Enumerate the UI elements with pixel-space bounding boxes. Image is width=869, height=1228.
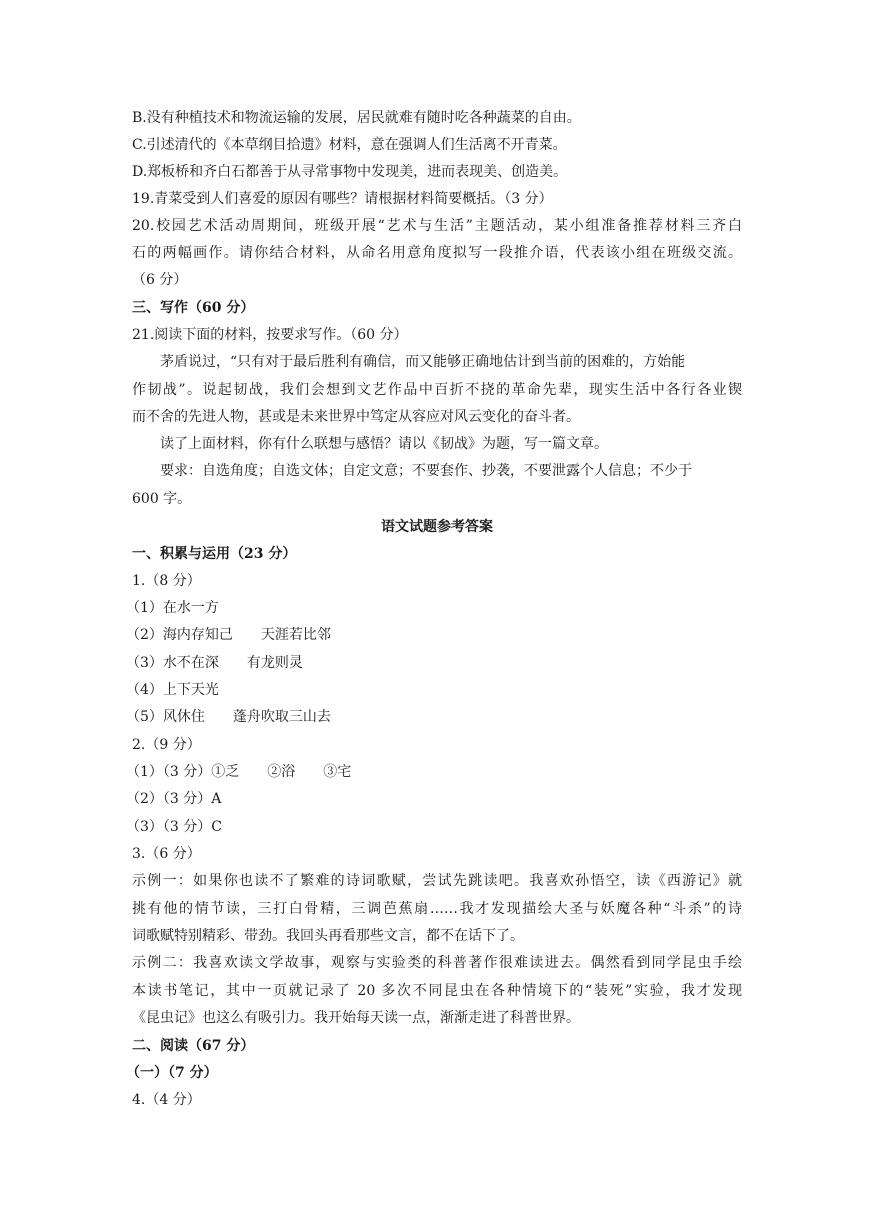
answer-1-item-5: （5）风休住 蓬舟吹取三山去 xyxy=(126,709,331,725)
material-paragraph-line-2: 作韧战”。说起韧战，我们会想到文艺作品中百折不挠的革命先辈，现实生活中各行各业锲 xyxy=(132,382,742,398)
example-1-line-3: 词歌赋特别精彩、带劲。我回头再看那些文言，都不在话下了。 xyxy=(132,928,524,944)
example-1-line-2: 挑有他的情节读，三打白骨精，三调芭蕉扇……我才发现描绘大圣与妖魔各种“斗杀”的诗 xyxy=(132,901,742,917)
subsection-heading-1: （一）（7 分） xyxy=(126,1065,218,1081)
answer-3-header: 3.（6 分） xyxy=(132,846,201,862)
option-c: C.引述清代的《本草纲目拾遗》材料，意在强调人们生活离不开青菜。 xyxy=(132,137,567,153)
answer-1-header: 1.（8 分） xyxy=(132,573,201,589)
option-d: D.郑板桥和齐白石都善于从寻常事物中发现美，进而表现美、创造美。 xyxy=(132,164,568,180)
answer-1-item-1: （1）在水一方 xyxy=(126,600,219,616)
question-20-line-1: 20.校园艺术活动周期间，班级开展“艺术与生活”主题活动，某小组准备推荐材料三齐白 xyxy=(132,218,742,234)
example-2-line-1: 示例二：我喜欢读文学故事，观察与实验类的科普著作很难读进去。偶然看到同学昆虫手绘 xyxy=(132,955,742,971)
question-21: 21.阅读下面的材料，按要求写作。（60 分） xyxy=(132,327,408,343)
example-2-line-3: 《昆虫记》也这么有吸引力。我开始每天读一点，渐渐走进了科普世界。 xyxy=(132,1010,580,1026)
writing-prompt: 读了上面材料，你有什么联想与感悟？请以《韧战》为题，写一篇文章。 xyxy=(160,436,608,452)
example-1-line-1: 示例一：如果你也读不了繁难的诗词歌赋，尝试先跳读吧。我喜欢孙悟空，读《西游记》就 xyxy=(132,873,742,889)
writing-requirements-line-2: 600 字。 xyxy=(132,491,192,507)
material-paragraph-line-1: 茅盾说过，“只有对于最后胜利有确信，而又能够正确地估计到当前的困难的，方始能 xyxy=(160,354,686,370)
writing-requirements-line-1: 要求：自选角度；自选文体；自定文意；不要套作、抄袭，不要泄露个人信息；不少于 xyxy=(160,463,692,479)
answer-1-item-2: （2）海内存知己 天涯若比邻 xyxy=(126,627,331,643)
answer-4-header: 4.（4 分） xyxy=(132,1092,201,1108)
question-20-score: （6 分） xyxy=(132,272,188,288)
question-19: 19.青菜受到人们喜爱的原因有哪些？请根据材料简要概括。（3 分） xyxy=(132,191,553,207)
question-20-line-2: 石的两幅画作。请你结合材料，从命名用意角度拟写一段推介语，代表该小组在班级交流。 xyxy=(132,245,742,261)
example-2-line-2: 本读书笔记，其中一页就记录了 20 多次不同昆虫在各种情境下的“装死”实验，我才发现 xyxy=(132,983,742,999)
material-paragraph-line-3: 而不舍的先进人物，甚或是未来世界中笃定从容应对风云变化的奋斗者。 xyxy=(132,409,580,425)
answer-2-item-2: （2）（3 分）A xyxy=(126,791,222,807)
section-heading-reading: 二、阅读（67 分） xyxy=(132,1038,255,1054)
answer-2-item-1: （1）（3 分）①乏 ②浴 ③宅 xyxy=(126,764,352,780)
section-heading-writing: 三、写作（60 分） xyxy=(132,300,255,316)
answer-key-title: 语文试题参考答案 xyxy=(381,519,493,535)
answer-1-item-4: （4）上下天光 xyxy=(126,682,219,698)
answer-2-header: 2.（9 分） xyxy=(132,737,201,753)
option-b: B.没有种植技术和物流运输的发展，居民就难有随时吃各种蔬菜的自由。 xyxy=(132,110,581,126)
answer-2-item-3: （3）（3 分）C xyxy=(126,819,222,835)
section-heading-accumulation: 一、积累与运用（23 分） xyxy=(132,546,297,562)
answer-1-item-3: （3）水不在深 有龙则灵 xyxy=(126,655,303,671)
